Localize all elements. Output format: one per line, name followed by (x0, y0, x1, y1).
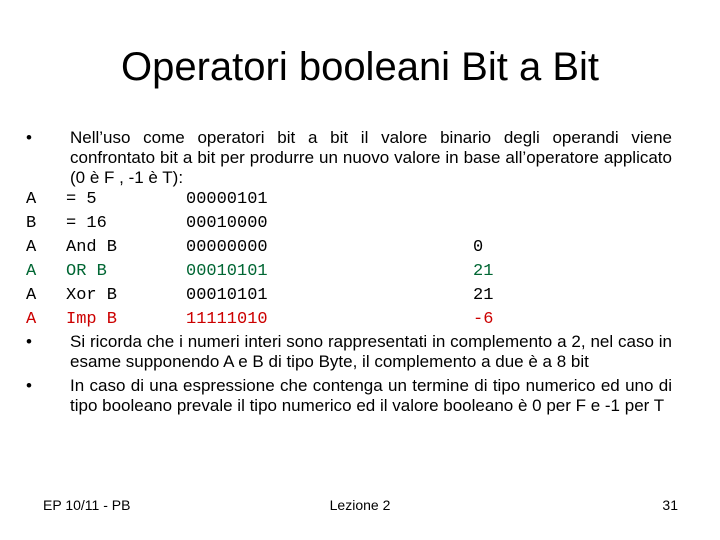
row-expr: And B (66, 238, 118, 257)
row-expr: = 5 (66, 190, 97, 209)
code-row (26, 284, 672, 308)
row-expr: Xor B (66, 286, 118, 305)
row-decimal: 21 (473, 286, 494, 305)
slide-title: Operatori booleani Bit a Bit (120, 45, 600, 89)
row-var: A (26, 238, 37, 257)
code-row (26, 188, 672, 212)
row-binary: 11111010 (186, 310, 268, 329)
bullet-icon: • (26, 376, 32, 395)
code-row (26, 236, 672, 260)
row-expr: OR B (66, 262, 107, 281)
code-row-green (26, 260, 672, 284)
code-row (26, 212, 672, 236)
row-binary: 00000101 (186, 190, 268, 209)
row-binary: 00000000 (186, 238, 268, 257)
row-var: B (26, 214, 37, 233)
row-binary: 00010000 (186, 214, 268, 233)
complement-note-text: Si ricorda che i numeri interi sono rappresentati in complemento a 2, nel caso in esame supponendo A e B di tipo Byte, il complemento a due è a 8 bit (70, 332, 672, 371)
complement-note-bullet (26, 332, 672, 372)
row-expr: Imp B (66, 310, 118, 329)
row-var: A (26, 262, 37, 281)
row-expr: = 16 (66, 214, 107, 233)
row-decimal: 0 (473, 238, 484, 257)
slide-body (26, 128, 672, 416)
code-row-red (26, 308, 672, 332)
row-binary: 00010101 (186, 286, 268, 305)
row-var: A (26, 310, 37, 329)
footer-page-number: 31 (662, 497, 678, 513)
bullet-icon: • (26, 128, 32, 147)
row-binary: 00010101 (186, 262, 268, 281)
bullet-icon: • (26, 332, 32, 351)
row-var: A (26, 286, 37, 305)
type-note-bullet (26, 376, 672, 416)
footer-lesson: Lezione 2 (329, 497, 391, 513)
intro-bullet (26, 128, 672, 188)
intro-text: Nell’uso come operatori bit a bit il valore binario degli operandi viene confrontato bit a bit per produrre un nuovo valore in base all’operatore applicato (0 è F , -1 è T): (70, 128, 672, 187)
row-var: A (26, 190, 37, 209)
row-decimal: 21 (473, 262, 494, 281)
row-decimal: -6 (473, 310, 494, 329)
type-note-text: In caso di una espressione che contenga un termine di tipo numerico ed uno di tipo booleano prevale il tipo numerico ed il valore booleano è 0 per F e -1 per T (70, 376, 672, 415)
footer-course: EP 10/11 - PB (43, 497, 131, 513)
